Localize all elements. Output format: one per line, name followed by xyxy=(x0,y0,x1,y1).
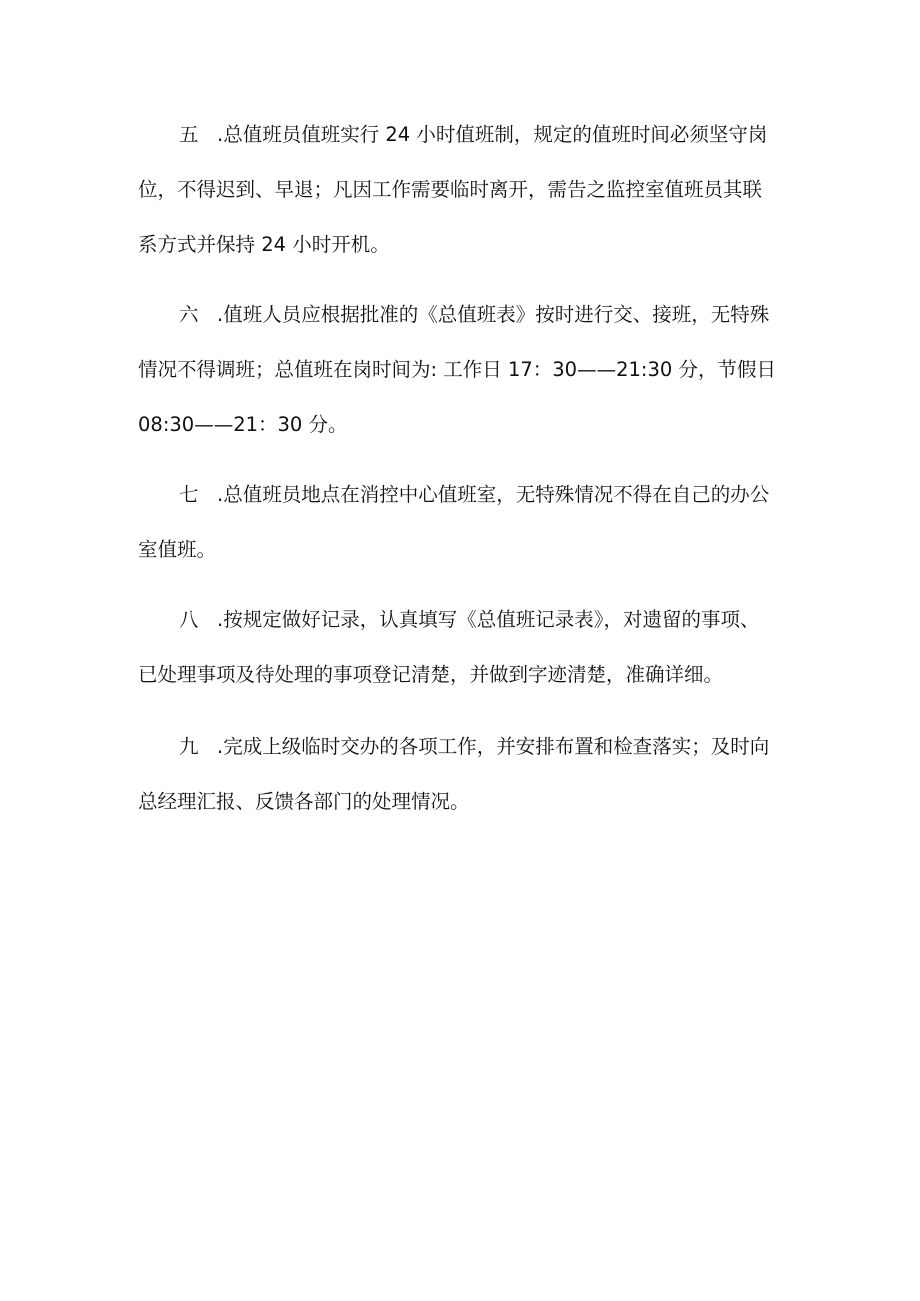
paragraph-line xyxy=(179,121,767,149)
paragraph-text: .总值班员值班实行 24 小时值班制，规定的值班时间必须坚守岗 xyxy=(217,123,768,146)
paragraph-line xyxy=(179,606,759,634)
paragraph-text: .总值班员地点在消控中心值班室，无特殊情况不得在自己的办公 xyxy=(217,483,770,506)
paragraph-number: 九 xyxy=(179,735,199,758)
paragraph-number: 六 xyxy=(179,303,199,326)
paragraph-number: 八 xyxy=(179,608,199,631)
paragraph-line: 室值班。 xyxy=(138,538,217,561)
paragraph-line: 已处理事项及待处理的事项登记清楚，并做到字迹清楚，准确详细。 xyxy=(138,663,724,686)
paragraph-line: 总经理汇报、反馈各部门的处理情况。 xyxy=(138,790,470,813)
paragraph-line: 位，不得迟到、早退；凡因工作需要临时离开，需告之监控室值班员其联 xyxy=(138,178,763,201)
paragraph-number: 五 xyxy=(179,123,199,146)
paragraph-line: 系方式并保持 24 小时开机。 xyxy=(138,233,390,256)
paragraph-number: 七 xyxy=(179,483,199,506)
paragraph-text: .完成上级临时交办的各项工作，并安排布置和检查落实；及时向 xyxy=(217,735,770,758)
paragraph-text: .按规定做好记录，认真填写《总值班记录表》，对遗留的事项、 xyxy=(217,608,760,631)
paragraph-line xyxy=(179,301,769,329)
paragraph-line: 情况不得调班；总值班在岗时间为: 工作日 17：30——21:30 分，节假日 xyxy=(138,358,776,381)
paragraph-line xyxy=(179,481,769,509)
paragraph-text: .值班人员应根据批准的《总值班表》按时进行交、接班，无特殊 xyxy=(217,303,770,326)
paragraph-line xyxy=(179,733,769,761)
paragraph-line: 08:30——21：30 分。 xyxy=(138,413,348,436)
